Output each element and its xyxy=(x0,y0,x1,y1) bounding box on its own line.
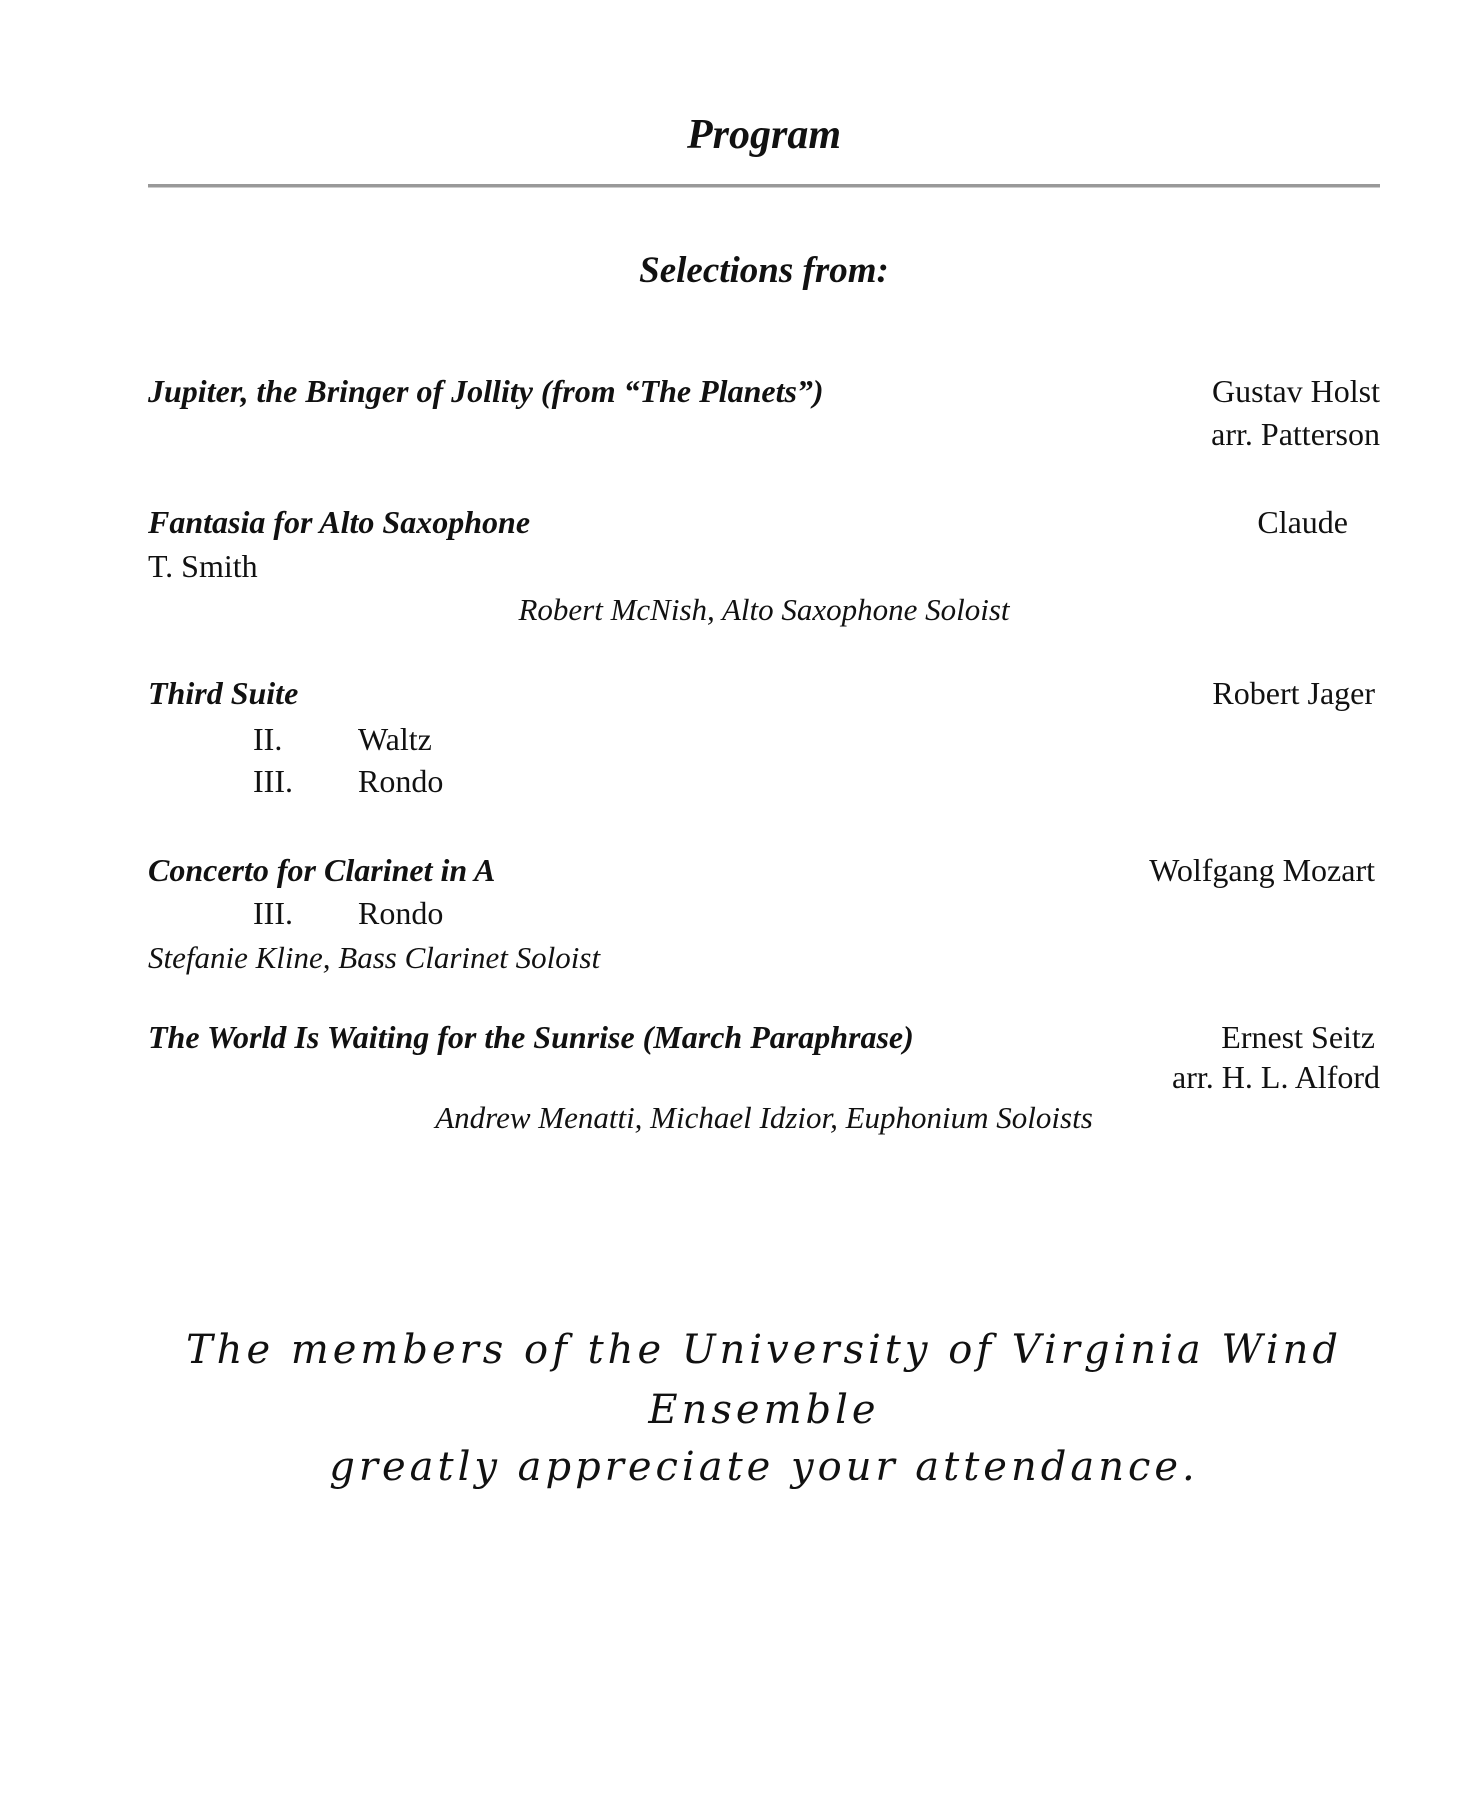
piece-title: Jupiter, the Bringer of Jollity (from “The Planets”) xyxy=(148,373,824,409)
closing-line: Ensemble xyxy=(648,1387,880,1433)
soloist: Andrew Menatti, Michael Idzior, Euphonium Soloists xyxy=(435,1100,1093,1135)
composer: Gustav Holst xyxy=(1212,373,1380,409)
piece-title: The World Is Waiting for the Sunrise (March Paraphrase) xyxy=(148,1019,914,1055)
soloist: Robert McNish, Alto Saxophone Soloist xyxy=(518,592,1010,627)
movement-number: II. xyxy=(253,721,283,757)
composer: Wolfgang Mozart xyxy=(1149,852,1375,888)
composer: Ernest Seitz xyxy=(1221,1019,1375,1055)
movement-number: III. xyxy=(253,895,293,931)
movement-name: Rondo xyxy=(358,763,444,799)
piece-title: Third Suite xyxy=(148,675,299,711)
closing-line: The members of the University of Virginia Wind xyxy=(186,1327,1342,1373)
composer-continued: T. Smith xyxy=(148,548,258,584)
page-title: Program xyxy=(686,112,841,158)
composer: Robert Jager xyxy=(1212,675,1375,711)
movement-name: Rondo xyxy=(358,895,444,931)
section-heading: Selections from: xyxy=(639,250,889,291)
arranger: arr. H. L. Alford xyxy=(1172,1059,1380,1095)
movement-name: Waltz xyxy=(358,721,432,757)
soloist: Stefanie Kline, Bass Clarinet Soloist xyxy=(148,940,601,975)
divider xyxy=(148,184,1380,188)
piece-title: Fantasia for Alto Saxophone xyxy=(148,504,531,540)
piece-title: Concerto for Clarinet in A xyxy=(148,852,496,888)
composer: Claude xyxy=(1257,504,1348,540)
arranger: arr. Patterson xyxy=(1211,416,1380,452)
closing-line: greatly appreciate your attendance. xyxy=(329,1444,1199,1490)
movement-number: III. xyxy=(253,763,293,799)
